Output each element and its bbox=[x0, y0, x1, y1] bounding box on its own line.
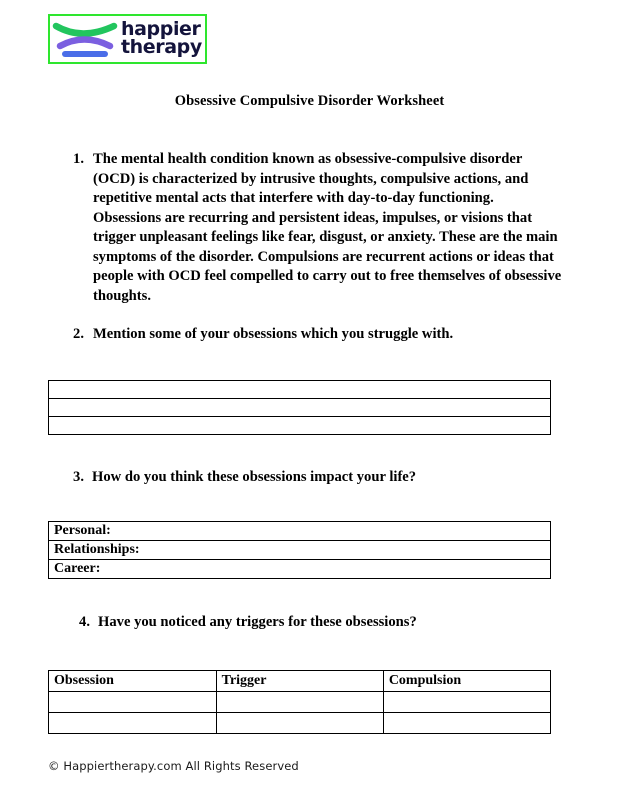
worksheet-item-2 bbox=[64, 325, 564, 345]
item-2-number: 2. bbox=[73, 326, 84, 342]
item-3-text: How do you think these obsessions impact your life? bbox=[92, 469, 417, 485]
table-row[interactable] bbox=[49, 692, 551, 713]
table-header-row bbox=[49, 671, 551, 692]
table-row[interactable] bbox=[49, 399, 551, 417]
triggers-header-compulsion: Compulsion bbox=[383, 671, 550, 692]
item-1-number: 1. bbox=[73, 151, 84, 167]
worksheet-item-1 bbox=[64, 150, 564, 306]
triggers-cell-r2c1[interactable] bbox=[49, 713, 217, 734]
logo-waves-icon bbox=[52, 17, 120, 61]
item-3-number: 3. bbox=[73, 469, 84, 485]
obsessions-cell-2[interactable] bbox=[49, 399, 551, 417]
triggers-cell-r1c1[interactable] bbox=[49, 692, 217, 713]
item-4-number: 4. bbox=[79, 614, 90, 630]
obsessions-cell-1[interactable] bbox=[49, 381, 551, 399]
triggers-cell-r1c2[interactable] bbox=[216, 692, 383, 713]
table-row[interactable] bbox=[49, 381, 551, 399]
logo-wordmark bbox=[121, 18, 202, 58]
triggers-cell-r2c2[interactable] bbox=[216, 713, 383, 734]
logo-word-line-2: therapy bbox=[121, 36, 202, 58]
copyright-footer: © Happiertherapy.com All Rights Reserved bbox=[48, 759, 299, 773]
obsessions-cell-3[interactable] bbox=[49, 417, 551, 435]
table-row[interactable] bbox=[49, 417, 551, 435]
obsessions-answer-table[interactable] bbox=[48, 380, 551, 435]
item-4-text: Have you noticed any triggers for these obsessions? bbox=[98, 614, 417, 630]
impact-cell-career[interactable]: Career: bbox=[49, 560, 551, 579]
triggers-cell-r1c3[interactable] bbox=[383, 692, 550, 713]
triggers-header-obsession: Obsession bbox=[49, 671, 217, 692]
triggers-answer-table[interactable] bbox=[48, 670, 551, 734]
logo-word-line-1: happier bbox=[121, 18, 201, 41]
table-row[interactable] bbox=[49, 560, 551, 579]
impact-cell-personal[interactable]: Personal: bbox=[49, 522, 551, 541]
impact-cell-relationships[interactable]: Relationships: bbox=[49, 541, 551, 560]
impact-answer-table[interactable] bbox=[48, 521, 551, 579]
table-row[interactable] bbox=[49, 713, 551, 734]
page-title: Obsessive Compulsive Disorder Worksheet bbox=[174, 93, 445, 109]
triggers-header-trigger: Trigger bbox=[216, 671, 383, 692]
table-row[interactable] bbox=[49, 522, 551, 541]
table-row[interactable] bbox=[49, 541, 551, 560]
brand-logo bbox=[48, 14, 207, 64]
item-1-text: The mental health condition known as obsessive-compulsive disorder (OCD) is characterized by intrusive thoughts, compulsive actions, and repetitive mental acts that interfere with day-to-day functioning. Obsessions are recurring and persistent ideas, impulses, or visions that trigger unpleasant feelings like fear, disgust, or anxiety. These are the main symptoms of the disorder. Compulsions are recurrent actions or ideas that people with OCD feel compelled to carry out to free themselves of obsessive thoughts. bbox=[93, 151, 562, 304]
worksheet-item-4 bbox=[74, 613, 574, 633]
item-2-text: Mention some of your obsessions which you struggle with. bbox=[93, 326, 454, 342]
triggers-cell-r2c3[interactable] bbox=[383, 713, 550, 734]
worksheet-item-3 bbox=[68, 468, 568, 488]
